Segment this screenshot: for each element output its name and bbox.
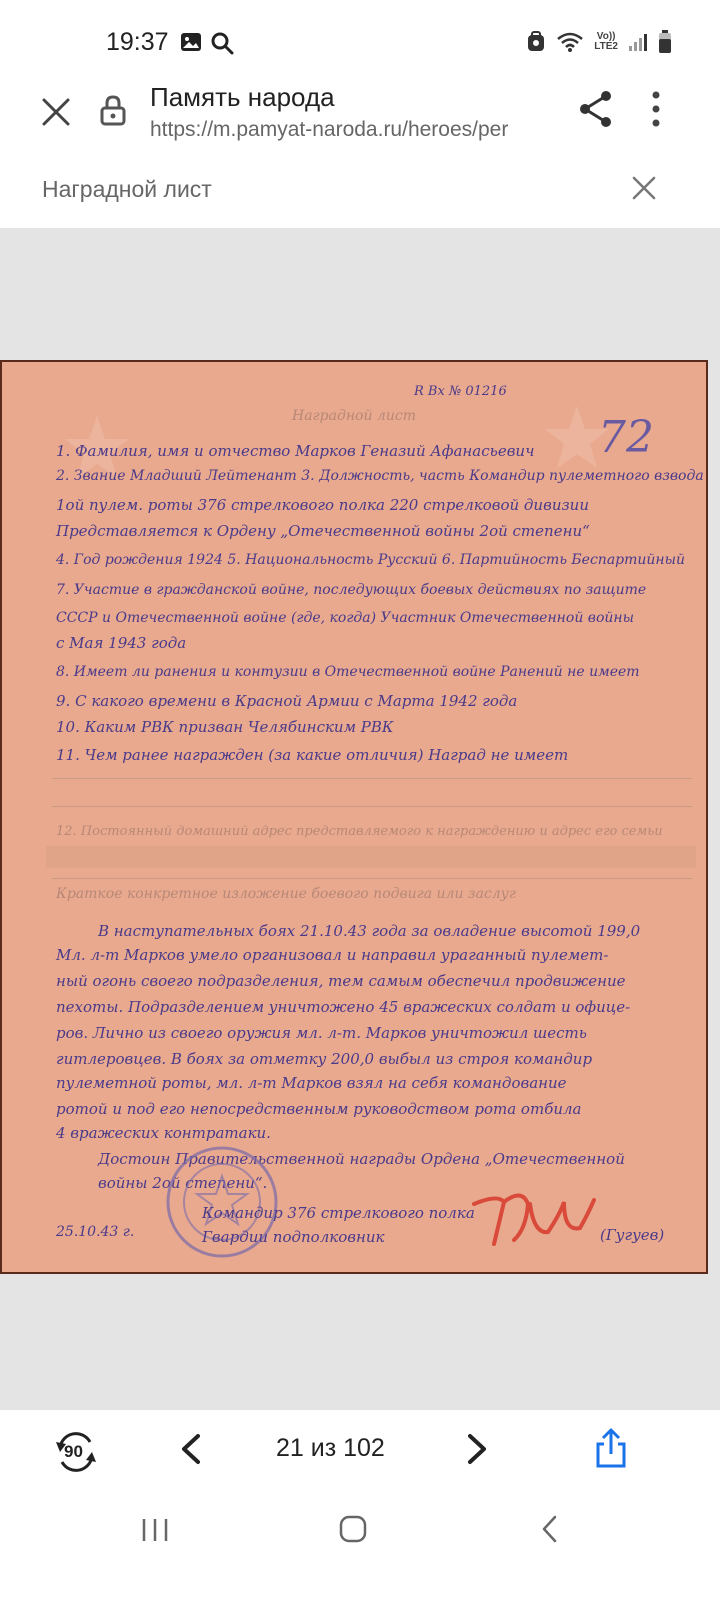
chevron-right-icon[interactable] [460, 1432, 492, 1466]
doc-line: 11. Чем ранее награжден (за какие отличия) Наград не имеет [56, 746, 569, 764]
back-icon[interactable] [540, 1514, 560, 1544]
search-icon [210, 31, 234, 55]
rotate-label: 90 [64, 1442, 83, 1461]
document-heading: Наградной лист [292, 408, 416, 424]
share-upload-icon[interactable] [594, 1426, 628, 1470]
doc-line: (Гугуев) [600, 1226, 665, 1244]
viewer-close-icon[interactable] [628, 172, 660, 204]
stamp-number: R Вх № 01216 [414, 384, 507, 399]
doc-line: Мл. л-т Марков умело организовал и направил ураганный пулемет- [56, 946, 609, 964]
doc-line: В наступательных боях 21.10.43 года за овладение высотой 199,0 [98, 922, 641, 940]
doc-line: 4 вражеских контратаки. [56, 1124, 271, 1142]
viewer-header [0, 152, 720, 228]
recent-apps-icon[interactable] [140, 1516, 170, 1544]
system-nav-bar [0, 1488, 720, 1600]
doc-line: 25.10.43 г. [56, 1224, 135, 1240]
battery-icon [658, 30, 672, 54]
doc-line: 10. Каким РВК призван Челябинским РВК [56, 718, 394, 736]
ruler-line [52, 778, 692, 779]
site-url[interactable]: https://m.pamyat-naroda.ru/heroes/per [150, 118, 509, 141]
lock-icon[interactable] [100, 94, 126, 126]
doc-line: Достоин Правительственной награды Ордена „Отечественной [98, 1150, 625, 1168]
viewer-title: Наградной лист [42, 176, 212, 202]
wifi-icon [556, 31, 584, 53]
lte-top-label: Vo)) [596, 31, 616, 42]
signal-icon [628, 32, 648, 52]
lte-icon [594, 32, 618, 52]
signature-mark [468, 1174, 598, 1254]
page-counter: 21 из 102 [276, 1434, 385, 1462]
doc-line: 4. Год рождения 1924 5. Национальность Русский 6. Партийность Беспартийный [56, 552, 686, 568]
doc-line: 9. С какого времени в Красной Армии с Марта 1942 года [56, 692, 518, 710]
viewer-toolbar [0, 1410, 720, 1488]
doc-line: гитлеровцев. В боях за отметку 200,0 выбыл из строя командир [56, 1050, 593, 1068]
doc-line: Краткое конкретное изложение боевого подвига или заслуг [56, 886, 516, 902]
status-time: 19:37 [106, 28, 169, 56]
home-icon[interactable] [338, 1514, 368, 1544]
lte-bottom-label: LTE2 [594, 41, 618, 52]
browser-bar [0, 80, 720, 152]
status-bar [0, 0, 720, 80]
rotate-button[interactable] [52, 1428, 100, 1481]
doc-line: с Мая 1943 года [56, 634, 187, 652]
doc-line: Представляется к Ордену „Отечественной войны 2ой степени“ [56, 522, 590, 540]
doc-line: пехоты. Подразделением уничтожено 45 вражеских солдат и офице- [56, 998, 631, 1016]
ruler-line [52, 878, 692, 879]
chevron-left-icon[interactable] [176, 1432, 208, 1466]
vpn-icon [526, 31, 546, 53]
close-icon[interactable] [38, 94, 74, 130]
doc-line: войны 2ой степени“. [98, 1174, 268, 1192]
doc-line: 7. Участие в гражданской войне, последующих боевых действиях по защите [56, 582, 647, 598]
doc-line: 12. Постоянный домашний адрес представляемого к награждению и адрес его семьи [56, 824, 663, 839]
ruler-line [52, 806, 692, 807]
gallery-icon [180, 31, 202, 53]
doc-line: Командир 376 стрелкового полка [202, 1204, 475, 1222]
doc-line: ротой и под его непосредственным руководством рота отбила [56, 1100, 582, 1118]
share-icon[interactable] [578, 90, 614, 128]
award-sheet-image[interactable] [0, 360, 708, 1274]
corner-number: 72 [598, 412, 654, 463]
more-vert-icon[interactable] [650, 90, 662, 128]
redacted-band [46, 846, 696, 868]
doc-line: пулеметной роты, мл. л-т Марков взял на себя командование [56, 1074, 567, 1092]
site-title[interactable]: Память народа [150, 82, 335, 112]
doc-line: ров. Лично из своего оружия мл. л-т. Марков уничтожил шесть [56, 1024, 587, 1042]
doc-line: СССР и Отечественной войне (где, когда) Участник Отечественной войны [56, 610, 635, 626]
doc-line: ный огонь своего подразделения, тем самым обеспечил продвижение [56, 972, 626, 990]
status-icons-right [526, 30, 672, 54]
doc-line: 1ой пулем. роты 376 стрелкового полка 220 стрелковой дивизии [56, 496, 589, 514]
doc-line: 2. Звание Младший Лейтенант 3. Должность, часть Командир пулеметного взвода [56, 468, 704, 484]
doc-line: Гвардии подполковник [202, 1228, 385, 1246]
doc-line: 1. Фамилия, имя и отчество Марков Геназий Афанасьевич [56, 442, 535, 460]
status-icons-left [180, 31, 234, 55]
doc-line: 8. Имеет ли ранения и контузии в Отечественной войне Ранений не имеет [56, 664, 640, 680]
